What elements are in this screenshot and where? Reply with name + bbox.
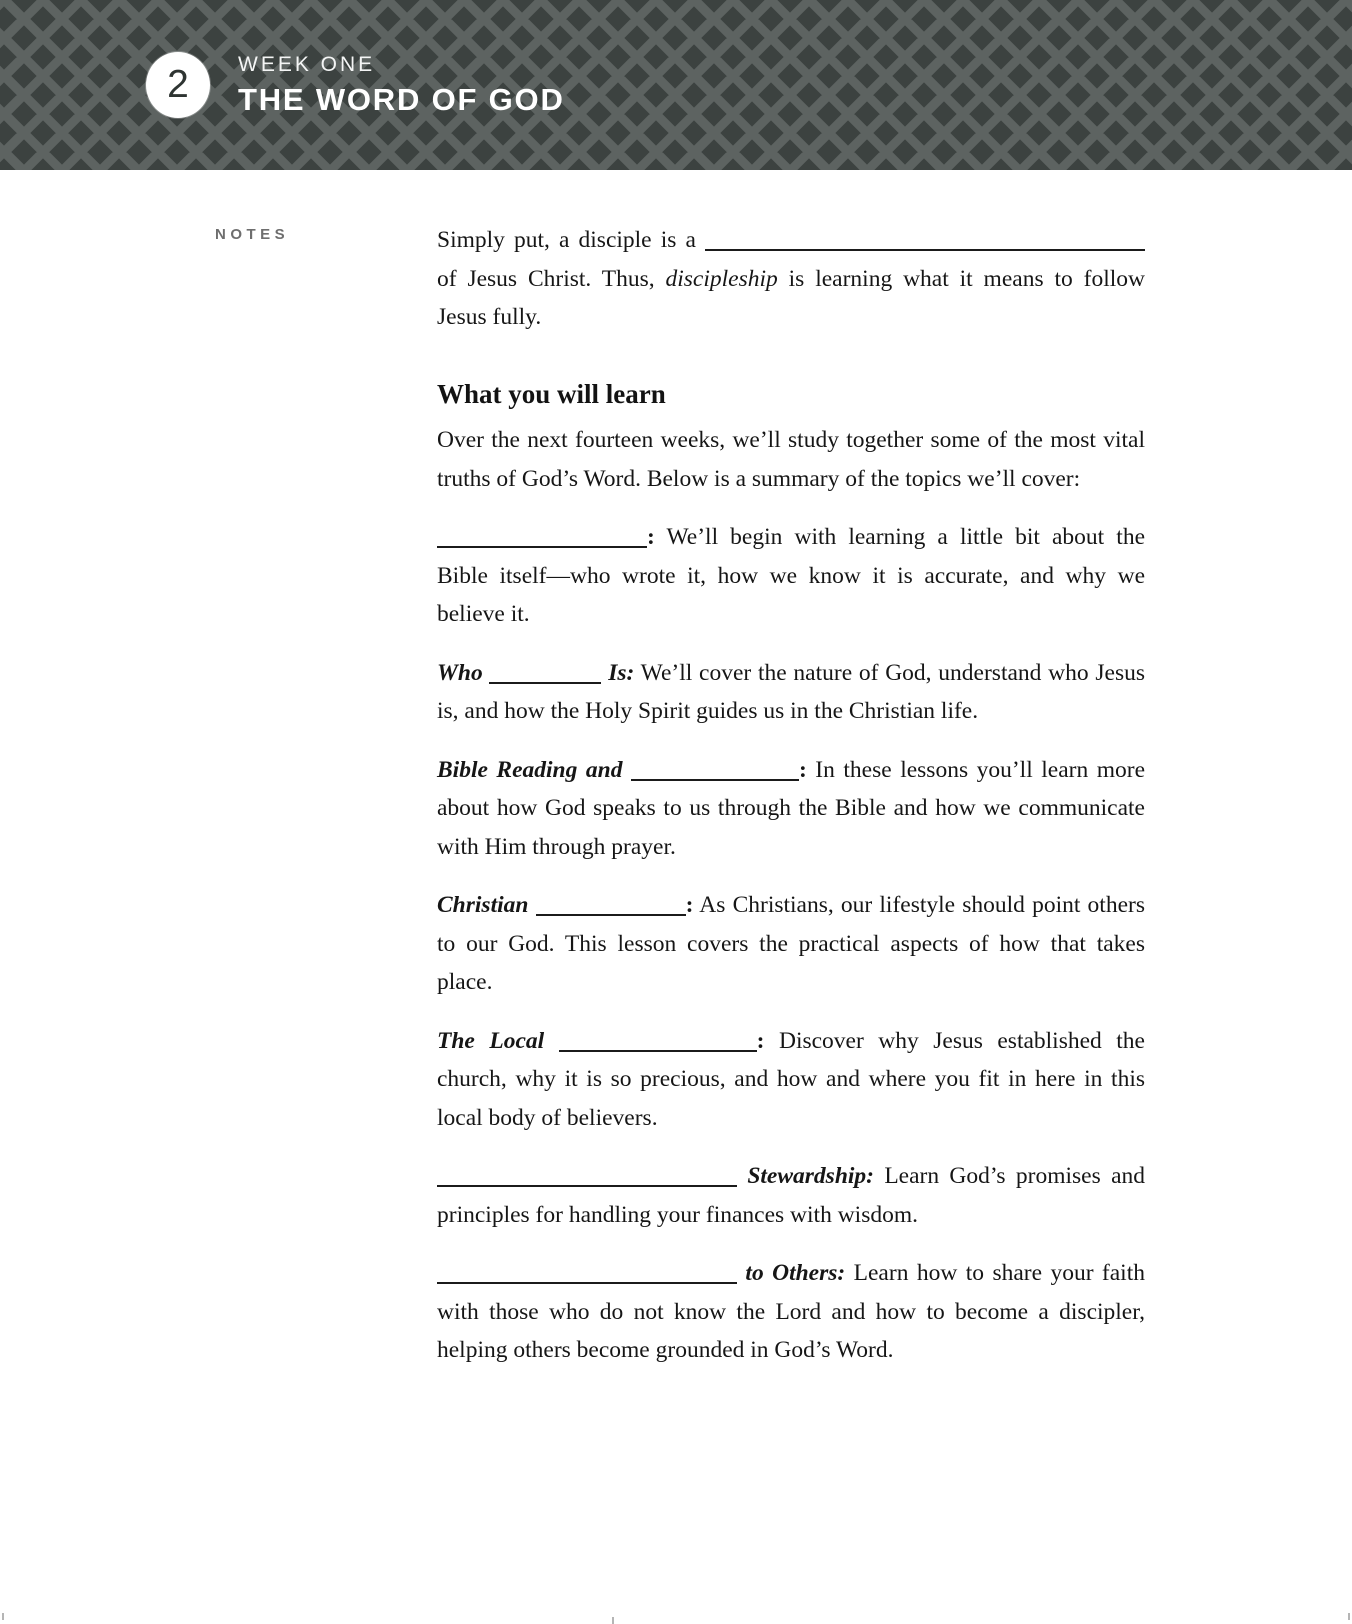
header-band bbox=[0, 0, 1352, 170]
text-run: Simply put, a disciple is a bbox=[437, 227, 705, 253]
text-run: As Christians, our lifestyle should point others to our God. This lesson covers the practical aspects of how that takes place. bbox=[437, 892, 1145, 996]
fill-in-blank bbox=[437, 1259, 737, 1285]
lead-in: Stewardship: bbox=[737, 1163, 874, 1190]
paragraph-disciple bbox=[437, 221, 1145, 337]
lead-in: The Local bbox=[437, 1027, 559, 1054]
fill-in-blank bbox=[489, 658, 601, 684]
lead-in: Christian bbox=[437, 892, 536, 919]
text-run: Learn how to share your faith with those who do not know the Lord and how to become a discipler, helping others become grounded in God’s Word. bbox=[437, 1260, 1145, 1364]
scan-mark bbox=[612, 1617, 614, 1624]
notes-label: NOTES bbox=[215, 226, 290, 243]
page-title: THE WORD OF GOD bbox=[238, 81, 565, 117]
scan-mark bbox=[2, 1613, 4, 1620]
paragraph-who bbox=[437, 654, 1145, 731]
lead-in: Is: bbox=[601, 659, 635, 686]
lead-in: Bible Reading and bbox=[437, 756, 631, 783]
fill-in-blank bbox=[536, 891, 686, 917]
bold-colon: : bbox=[685, 892, 694, 919]
text-run: is learning what it means to follow Jesus fully. bbox=[437, 265, 1145, 330]
text-run: Discover why Jesus established the church, why it is so precious, and how and where you fit in here in this local body of believers. bbox=[437, 1027, 1145, 1131]
header-content bbox=[146, 0, 565, 170]
paragraph-stewardship bbox=[437, 1157, 1145, 1234]
week-kicker: WEEK ONE bbox=[238, 52, 376, 76]
italic-word: discipleship bbox=[665, 265, 778, 292]
paragraph-overview: Over the next fourteen weeks, we’ll study together some of the most vital truths of God’s Word. Below is a summary of the topics we’ll cover: bbox=[437, 427, 1145, 492]
fill-in-blank bbox=[559, 1026, 757, 1052]
paragraph-bible bbox=[437, 518, 1145, 634]
fill-in-blank bbox=[705, 226, 1145, 252]
paragraph-reading bbox=[437, 751, 1145, 867]
fill-in-blank bbox=[631, 755, 799, 781]
lead-in: Who bbox=[437, 659, 490, 686]
bold-colon: : bbox=[756, 1027, 765, 1054]
paragraph-local bbox=[437, 1022, 1145, 1138]
page-number-badge bbox=[146, 52, 210, 118]
text-run: We’ll begin with learning a little bit about the Bible itself—who wrote it, how we know it is accurate, and why we believe it. bbox=[437, 524, 1145, 628]
scan-mark bbox=[1348, 1613, 1350, 1620]
paragraph-others bbox=[437, 1254, 1145, 1370]
page-number: 2 bbox=[167, 63, 189, 106]
text-run: Learn God’s promises and principles for handling your finances with wisdom. bbox=[437, 1163, 1145, 1228]
bold-colon: : bbox=[798, 756, 807, 783]
content-column bbox=[437, 221, 1145, 1390]
section-heading: What you will learn bbox=[437, 378, 666, 409]
text-run: In these lessons you’ll learn more about how God speaks to us through the Bible and how we communicate with Him through prayer. bbox=[437, 756, 1146, 860]
paragraph-christian bbox=[437, 886, 1145, 1002]
text-run: of Jesus Christ. Thus, bbox=[437, 265, 666, 292]
fill-in-blank bbox=[437, 1162, 737, 1188]
bold-colon: : bbox=[647, 524, 655, 551]
lead-in: to Others: bbox=[737, 1260, 846, 1287]
text-run: We’ll cover the nature of God, understand who Jesus is, and how the Holy Spirit guides us in the Christian life. bbox=[437, 659, 1146, 725]
header-titles bbox=[238, 53, 565, 118]
fill-in-blank bbox=[437, 523, 647, 549]
